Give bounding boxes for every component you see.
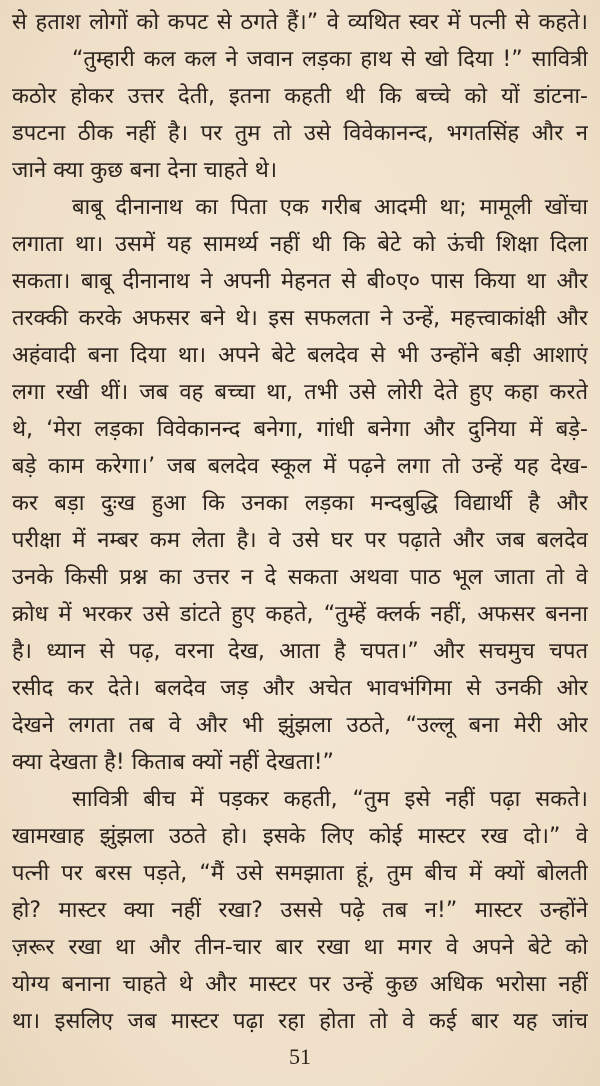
text-line: देखने लगता तब वे और भी झुंझला उठते, “उल्लू बना मेरी ओर: [12, 713, 588, 738]
text-line: उनके किसी प्रश्न का उत्तर न दे सकता अथवा पाठ भूल जाता तो वे: [12, 565, 588, 590]
text-line: अहंवादी बना दिया था। अपने बेटे बलदेव से भी उन्होंने बड़ी आशाएं: [12, 343, 588, 368]
text-line: जाने क्या कुछ बना देना चाहते थे।: [12, 158, 278, 183]
text-line: बाबू दीनानाथ का पिता एक गरीब आदमी था; मामूली खोंचा: [72, 195, 588, 220]
text-line: थे, ‘मेरा लड़का विवेकानन्द बनेगा, गांधी बनेगा और दुनिया में बड़े-: [12, 417, 588, 442]
text-line: से हताश लोगों को कपट से ठगते हैं।” वे व्यथित स्वर में पत्नी से कहते।: [12, 10, 588, 35]
text-line: पत्नी पर बरस पड़ते, “मैं उसे समझाता हूं, तुम बीच में क्यों बोलती: [12, 861, 588, 886]
text-line: रसीद कर देते। बलदेव जड़ और अचेत भावभंगिमा से उनकी ओर: [12, 676, 588, 701]
page-number: 51: [289, 1044, 311, 1069]
text-line: योग्य बनाना चाहते थे और मास्टर पर उन्हें कुछ अधिक भरोसा नहीं: [12, 972, 588, 997]
text-line: कठोर होकर उत्तर देती, इतना कहती थी कि बच्चे को यों डांटना-: [12, 84, 588, 109]
text-line: है। ध्यान से पढ़, वरना देख, आता है चपत।” और सचमुच चपत: [12, 639, 588, 664]
text-line: क्या देखता है! किताब क्यों नहीं देखता!”: [12, 750, 334, 775]
text-line: परीक्षा में नम्बर कम लेता है। वे उसे घर पर पढ़ाते और जब बलदेव: [12, 528, 588, 553]
text-line: “तुम्हारी कल कल ने जवान लड़का हाथ से खो दिया !” सावित्री: [72, 47, 588, 72]
text-line: हो? मास्टर क्या नहीं रखा? उससे पढ़े तब न!” मास्टर उन्होंने: [12, 898, 588, 923]
text-line: ज़रूर रखा था और तीन-चार बार रखा था मगर वे अपने बेटे को: [12, 935, 588, 960]
text-line: बड़े काम करेगा।’ जब बलदेव स्कूल में पढ़ने लगा तो उन्हें यह देख-: [12, 454, 588, 479]
text-line: सकता। बाबू दीनानाथ ने अपनी मेहनत से बी०ए० पास किया था और: [12, 269, 588, 294]
text-line: था। इसलिए जब मास्टर पढ़ा रहा होता तो वे कई बार यह जांच: [12, 1009, 588, 1034]
text-line: कर बड़ा दुःख हुआ कि उनका लड़का मन्दबुद्धि विद्यार्थी है और: [12, 491, 588, 516]
text-line: लगा रखी थीं। जब वह बच्चा था, तभी उसे लोरी देते हुए कहा करते: [12, 380, 588, 405]
text-line: खामखाह झुंझला उठते हो। इसके लिए कोई मास्टर रख दो।” वे: [12, 824, 588, 849]
text-line: तरक्की करके अफसर बने थे। इस सफलता ने उन्हें, महत्त्वाकांक्षी और: [12, 306, 588, 331]
text-line: क्रोध में भरकर उसे डांटते हुए कहते, “तुम्हें क्लर्क नहीं, अफसर बनना: [12, 602, 588, 627]
text-line: लगाता था। उसमें यह सामर्थ्य नहीं थी कि बेटे को ऊंची शिक्षा दिला: [12, 232, 588, 257]
body-text: [12, 4, 588, 1040]
text-line: सावित्री बीच में पड़कर कहती, “तुम इसे नहीं पढ़ा सकते।: [72, 787, 588, 812]
text-line: डपटना ठीक नहीं है। पर तुम तो उसे विवेकानन्द, भगतसिंह और न: [12, 121, 588, 146]
